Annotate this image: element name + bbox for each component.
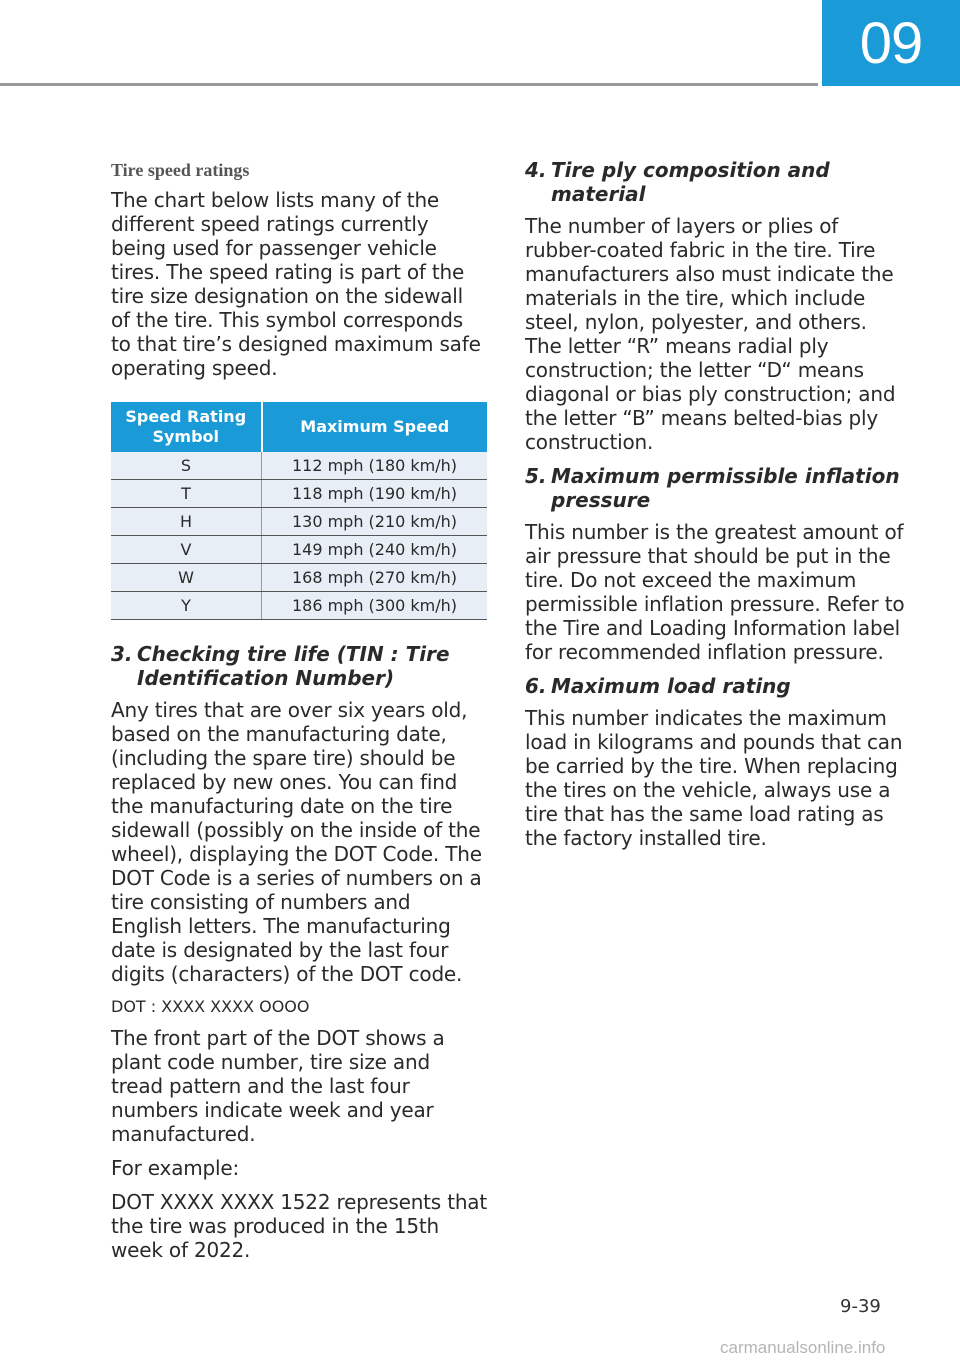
max-speed: 168 mph (270 km/h) <box>262 564 488 592</box>
load-paragraph: This number indicates the maximum load in kilograms and pounds that can be carried by the tire. When replacing the tires on the vehicle, always use a tire that has the same load rating as the factory installed tire. <box>525 706 903 850</box>
heading-ply <box>525 158 905 206</box>
speed-symbol: V <box>111 536 262 564</box>
heading-load <box>525 674 905 698</box>
heading-inflation <box>525 464 905 512</box>
max-speed: 186 mph (300 km/h) <box>262 592 488 620</box>
speed-symbol: H <box>111 508 262 536</box>
speed-symbol: W <box>111 564 262 592</box>
table-header-symbol: Speed Rating Symbol <box>111 402 262 452</box>
watermark: carmanualsonline.info <box>720 1338 886 1357</box>
max-speed: 130 mph (210 km/h) <box>262 508 488 536</box>
section-title: Tire speed ratings <box>111 160 250 180</box>
table-row <box>111 508 487 536</box>
heading-number: 3. <box>111 642 133 666</box>
table-row <box>111 536 487 564</box>
heading-text: Maximum load rating <box>551 674 791 698</box>
chapter-number: 09 <box>859 10 923 76</box>
page-number: 9-39 <box>840 1296 881 1317</box>
tin-paragraph: Any tires that are over six years old, based on the manufacturing date, (including the spare tire) should be replaced by new ones. You can find the manufacturing date on the tire sidewall (possibly on the inside of the wheel), displaying the DOT Code. The DOT Code is a series of numbers on a tire consisting of numbers and English letters. The manufacturing date is designated by the last four digits (characters) of the DOT code. <box>111 698 482 986</box>
speed-rating-table <box>111 402 487 620</box>
inflation-paragraph: This number is the greatest amount of air pressure that should be put in the tire. Do not exceed the maximum permissible inflation pressure. Refer to the Tire and Loading Information label for recommended inflation pressure. <box>525 520 905 664</box>
heading-number: 5. <box>525 464 547 488</box>
example-label: For example: <box>111 1156 240 1180</box>
example-paragraph: DOT XXXX XXXX 1522 represents that the tire was produced in the 15th week of 2022. <box>111 1190 488 1262</box>
heading-tin <box>111 642 487 690</box>
table-header-speed: Maximum Speed <box>262 402 488 452</box>
table-row <box>111 452 487 480</box>
max-speed: 149 mph (240 km/h) <box>262 536 488 564</box>
speed-symbol: T <box>111 480 262 508</box>
dot-paragraph: The front part of the DOT shows a plant code number, tire size and tread pattern and the last four numbers indicate week and year manufactured. <box>111 1026 445 1146</box>
table-header-row <box>111 402 487 452</box>
table-row <box>111 564 487 592</box>
heading-text: Checking tire life (TIN : Tire Identification Number) <box>137 642 450 690</box>
max-speed: 112 mph (180 km/h) <box>262 452 488 480</box>
intro-paragraph: The chart below lists many of the different speed ratings currently being used for passenger vehicle tires. The speed rating is part of the tire size designation on the sidewall of the tire. This symbol corresponds to that tire’s designed maximum safe operating speed. <box>111 188 481 380</box>
left-column <box>111 158 487 1272</box>
speed-symbol: S <box>111 452 262 480</box>
speed-symbol: Y <box>111 592 262 620</box>
heading-text: Tire ply composition and material <box>551 158 830 206</box>
heading-number: 4. <box>525 158 547 182</box>
max-speed: 118 mph (190 km/h) <box>262 480 488 508</box>
chapter-tab <box>822 0 960 86</box>
ply-paragraph: The number of layers or plies of rubber-coated fabric in the tire. Tire manufacturers also must indicate the materials in the tire, which include steel, nylon, polyester, and others. The letter “R” means radial ply construction; the letter “D“ means diagonal or bias ply construction; and the letter “B” means belted-bias ply construction. <box>525 214 896 454</box>
right-column <box>525 158 905 860</box>
table-row <box>111 480 487 508</box>
heading-number: 6. <box>525 674 547 698</box>
table-row <box>111 592 487 620</box>
dot-code-label: DOT : XXXX XXXX OOOO <box>111 997 310 1016</box>
header-rule <box>0 83 818 86</box>
heading-text: Maximum permissible inflation pressure <box>551 464 900 512</box>
